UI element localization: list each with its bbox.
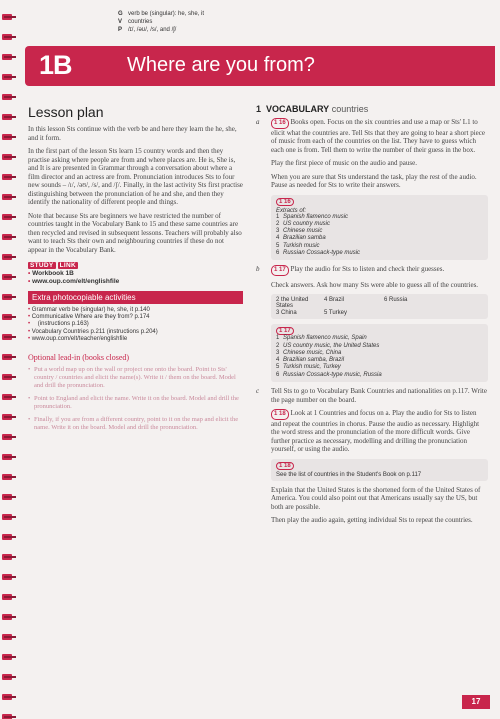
instruction-text: Play the first piece of music on the audio and pause. (271, 159, 417, 167)
spiral-ring (2, 434, 12, 440)
audio-script-box: 1 17 1 Spanish flamenco music, Spain 2 US country music, the United States 3 Chinese music, China 4 Brazilian samba, Brazil 5 Turkish music, Turkey 6 Russian Cossack-type music, Russia (271, 324, 488, 382)
answer-box: 2 the United States 4 Brazil 6 Russia 3 China 5 Turkey (271, 294, 488, 319)
spiral-ring (2, 474, 12, 480)
step-c: c Tell Sts to go to Vocabulary Bank Countries and nationalities on p.117. Write the page number on the board. (256, 387, 487, 404)
lesson-code: 1B (39, 50, 72, 80)
spiral-ring (2, 194, 12, 200)
spiral-ring (2, 134, 12, 140)
audio-script-box: 1 16 Extracts of: 1 Spanish flamenco music 2 US country music 3 Chinese music 4 Brazilian samba 5 Turkish music 6 Russian Cossack-type music (271, 195, 488, 261)
spiral-ring (2, 694, 12, 700)
spiral-ring (2, 294, 12, 300)
lesson-objectives (118, 10, 204, 34)
spiral-binding (0, 0, 16, 719)
extra-activities (28, 291, 243, 343)
vocabulary-section-title: 1 VOCABULARY countries (256, 104, 369, 114)
spiral-ring (2, 334, 12, 340)
objective-grammar: G verb be (singular): he, she, it (118, 11, 205, 17)
instruction-text: Then play the audio again, getting individual Sts to repeat the countries. (271, 516, 473, 525)
spiral-ring (2, 394, 12, 400)
spiral-ring (2, 214, 12, 220)
optional-lead-in (28, 353, 243, 432)
lesson-plan-paragraph: Note that because Sts are beginners we have restricted the number of countries taught in the Vocabulary Bank to 15 and these same countries are then recycled and revised in subsequent lessons. Teachers will probably also want to teach Sts their own and neighbouring countries if these do not appear in the Vocabulary Bank. (28, 211, 242, 254)
lesson-title: Where are you from? (127, 54, 315, 76)
right-column (256, 104, 488, 530)
spiral-ring (2, 374, 12, 380)
spiral-ring (2, 354, 12, 360)
spiral-ring (2, 34, 12, 40)
instruction-text: Check answers. Ask how many Sts were able to guess all of the countries. (271, 280, 479, 289)
study-link (28, 262, 243, 286)
audio-icon[interactable]: 1 17 (271, 265, 289, 276)
spiral-ring (2, 614, 12, 620)
audio-icon[interactable]: 1 16 (276, 198, 294, 206)
study-link-url[interactable]: • www.oup.com/elt/englishfile (28, 278, 243, 286)
audio-icon[interactable]: 1 18 (271, 409, 289, 420)
spiral-ring (2, 254, 12, 260)
spiral-ring (2, 654, 12, 660)
spiral-ring (2, 174, 12, 180)
spiral-ring (2, 554, 12, 560)
spiral-ring (2, 634, 12, 640)
spiral-ring (2, 574, 12, 580)
spiral-ring (2, 674, 12, 680)
lesson-header (25, 46, 495, 86)
step-a: a 1 16 Books open. Focus on the six countries and use a map or Sts' L1 to elicit what the countries are. Tell Sts that they are going to hear a short piece of music from each of the countries on the list. They have to guess which each one is from. Tell them to write the number of their guess in the box. (256, 118, 485, 154)
spiral-ring (2, 74, 12, 80)
spiral-ring (2, 494, 12, 500)
lesson-plan-heading: Lesson plan (28, 104, 104, 120)
spiral-ring (2, 154, 12, 160)
audio-icon[interactable]: 1 18 (276, 462, 294, 470)
extra-item: • Vocabulary Countries p.211 (instructions p.204) (28, 329, 243, 336)
extra-item: • Communicative Where are they from? p.174 (28, 314, 243, 321)
spiral-ring (2, 514, 12, 520)
spiral-ring (2, 94, 12, 100)
spiral-ring (2, 534, 12, 540)
study-link-title: STUDY LINK (30, 262, 77, 269)
spiral-ring (2, 114, 12, 120)
optional-step: • Point to England and elicit the name. Write it on the board. Model and drill the pronunciation. (28, 395, 243, 411)
instruction-text: 1 18 Look at 1 Countries and focus on a. Play the audio for Sts to listen and repeat the countries in chorus. Pause the audio as necessary. Highlight the word stress and the pronunciation of the more difficult words. Give further practice as necessary, modelling and drilling the pronunciation yourself, or using the audio. (271, 409, 480, 454)
spiral-ring (2, 14, 12, 20)
spiral-ring (2, 54, 12, 60)
instruction-text: When you are sure that Sts understand the task, play the rest of the audio. Pause as needed for Sts to write their answers. (271, 172, 477, 189)
spiral-ring (2, 314, 12, 320)
spiral-ring (2, 274, 12, 280)
instruction-text: Explain that the United States is the shortened form of the United States of America. You could also point out that Americans usually say the US, but both are possible. (271, 485, 481, 511)
study-link-item: • Workbook 1B (28, 270, 243, 278)
spiral-ring (2, 714, 12, 719)
objective-vocabulary: V countries (118, 19, 153, 25)
objective-pronunciation: P /ɪ/, /əʊ/, /s/, and /ʃ/ (118, 27, 177, 33)
optional-step: • Put a world map up on the wall or project one onto the board. Point to Sts' country / countries and elicit the name(s). Write it / them on the board. Model and drill the pronunciation. (28, 366, 243, 390)
lesson-plan-paragraph: In the first part of the lesson Sts learn 15 country words and then they practise asking where people are from and where places are. He is, She is, and It is are presented in Grammar through a conversation about where a film director and an actress are from. Pronunciation introduces Sts to four new sounds – /ɪ/, /əʊ/, /s/, and /ʃ/. Finally, in the last activity Sts first practise distinguishing between the pronunciation of he and she, and then they identify the nationality of different people and things. (28, 147, 243, 206)
audio-icon[interactable]: 1 16 (271, 118, 289, 129)
audio-script-box: 1 18 See the list of countries in the Student's Book on p.117 (271, 459, 488, 481)
extra-item-url[interactable]: • www.oup.com/elt/teacher/englishfile (28, 336, 243, 343)
extra-item: • Grammar verb be (singular) he, she, it p.140 (28, 307, 243, 314)
lesson-plan-paragraph: In this lesson Sts continue with the verb be and here they learn the he, she, and it form. (28, 125, 237, 142)
spiral-ring (2, 594, 12, 600)
spiral-ring (2, 454, 12, 460)
page-number: 17 (462, 695, 490, 709)
extra-item-sub: • (instructions p.163) (28, 321, 243, 328)
spiral-ring (2, 414, 12, 420)
audio-icon[interactable]: 1 17 (276, 327, 294, 335)
extra-activities-title: Extra photocopiable activities (28, 291, 243, 304)
spiral-ring (2, 234, 12, 240)
optional-lead-in-title: Optional lead-in (books closed) (28, 353, 130, 363)
optional-step: • Finally, if you are from a different country, point to it on the map and elicit the name. Write it on the board. Model and drill the pronunciation. (28, 416, 243, 432)
left-column (28, 104, 243, 437)
step-b: b 1 17 Play the audio for Sts to listen and check their guesses. (256, 265, 488, 276)
